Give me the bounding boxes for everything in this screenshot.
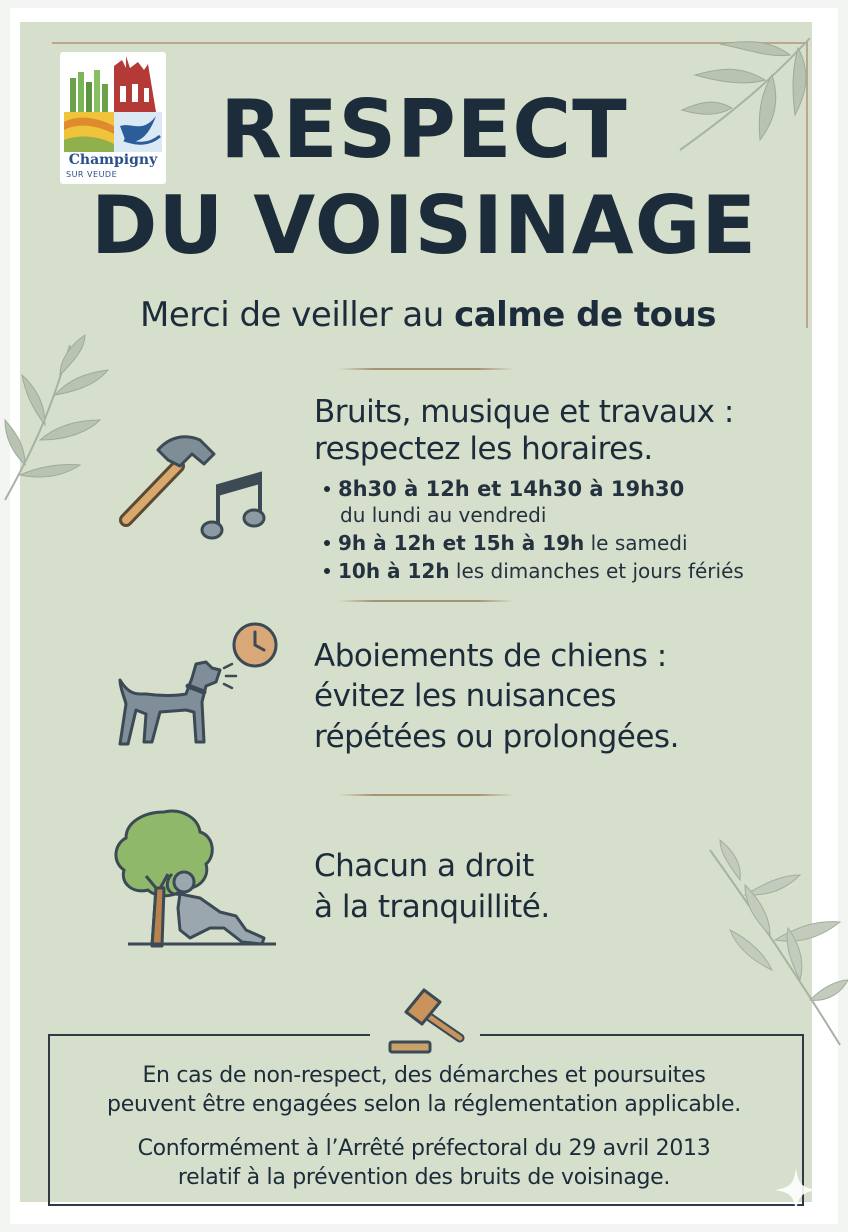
dogs-line-2: évitez les nuisances <box>314 678 617 714</box>
title-line-1: RESPECT <box>220 83 628 176</box>
schedule-hours: 10h à 12h <box>338 559 450 583</box>
schedule-item <box>324 530 688 556</box>
schedule-hours: 9h à 12h et 15h à 19h <box>338 531 585 555</box>
gavel-icon <box>384 986 470 1056</box>
schedule-item <box>324 558 744 584</box>
music-note-icon <box>200 468 266 544</box>
resting-person-icon <box>150 868 276 948</box>
notice-line-1: En cas de non-respect, des démarches et poursuites <box>142 1063 706 1088</box>
dogs-line-1: Aboiements de chiens : <box>314 638 667 674</box>
leaf-branch-icon <box>0 335 110 505</box>
schedule-days: les dimanches et jours fériés <box>449 559 744 583</box>
bullet-icon <box>324 568 330 574</box>
bullet-icon <box>324 540 330 546</box>
notice-line-2: peuvent être engagées selon la réglementation applicable. <box>107 1092 741 1117</box>
divider <box>338 368 514 370</box>
leaf-branch-icon <box>700 840 848 1050</box>
schedule-item <box>324 476 684 502</box>
divider <box>338 794 514 796</box>
noise-heading-line-1: Bruits, musique et travaux : <box>314 394 734 430</box>
subtitle-regular: Merci de veiller au <box>140 295 455 335</box>
schedule-item-continuation: du lundi au vendredi <box>340 503 547 527</box>
sparkle-icon <box>772 1166 820 1214</box>
notice-line-4: relatif à la prévention des bruits de voisinage. <box>177 1165 671 1190</box>
schedule-hours: 8h30 à 12h et 14h30 à 19h30 <box>338 477 685 501</box>
subtitle-bold: calme de tous <box>454 295 716 335</box>
logo-town-subtitle: SUR VEUDE <box>66 170 118 179</box>
dog-icon <box>116 656 246 748</box>
notice-line-3: Conformément à l’Arrêté préfectoral du 29 avril 2013 <box>137 1136 711 1161</box>
dogs-line-3: répétées ou prolongées. <box>314 719 679 755</box>
logo-town-name: Champigny <box>68 152 158 168</box>
divider <box>338 600 514 602</box>
peace-line-2: à la tranquillité. <box>314 889 550 925</box>
schedule-days: le samedi <box>584 531 688 555</box>
bullet-icon <box>324 486 330 492</box>
noise-heading-line-2: respectez les horaires. <box>314 431 653 467</box>
subtitle <box>0 292 848 338</box>
title-line-2: DU VOISINAGE <box>90 179 758 272</box>
peace-line-1: Chacun a droit <box>314 848 534 884</box>
